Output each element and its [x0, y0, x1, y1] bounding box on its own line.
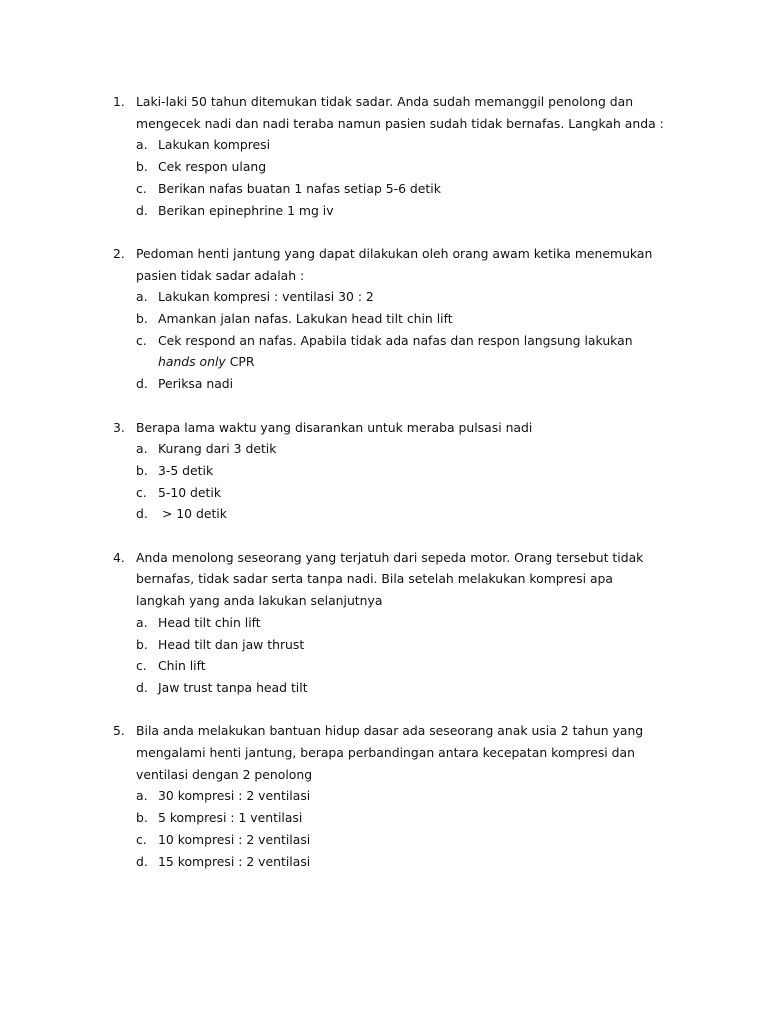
question-text: Pedoman henti jantung yang dapat dilakukan oleh orang awam ketika menemukan pasien tidak sadar adalah :	[136, 245, 653, 283]
question-number: 4.	[113, 549, 125, 565]
option-text: Kurang dari 3 detik	[158, 441, 277, 457]
option-letter: a.	[136, 137, 148, 153]
option-text: 10 kompresi : 2 ventilasi	[158, 831, 311, 847]
option-text: Berikan nafas buatan 1 nafas setiap 5-6 detik	[158, 180, 441, 196]
option-d	[0, 677, 668, 699]
option-a	[0, 612, 668, 634]
option-letter: c.	[136, 180, 147, 196]
option-text: 3-5 detik	[158, 462, 214, 478]
option-letter: d.	[136, 679, 148, 695]
option-d	[0, 503, 668, 525]
question-4	[0, 547, 768, 699]
question-sheet	[0, 91, 768, 894]
question-text: Anda menolong seseorang yang terjatuh dari sepeda motor. Orang tersebut tidak bernafas, tidak sadar serta tanpa nadi. Bila setelah melakukan kompresi apa langkah yang anda lakukan selanjutnya	[136, 549, 644, 609]
question-2	[0, 243, 768, 395]
option-a	[0, 785, 668, 807]
option-b	[0, 156, 668, 178]
question-5	[0, 720, 768, 872]
option-d	[0, 200, 668, 222]
option-letter: b.	[136, 636, 148, 652]
option-text-after: CPR	[225, 354, 255, 370]
option-text: Lakukan kompresi : ventilasi 30 : 2	[158, 289, 374, 305]
option-text: 5-10 detik	[158, 484, 222, 500]
option-text: 5 kompresi : 1 ventilasi	[158, 810, 303, 826]
option-c	[0, 482, 668, 504]
option-letter: a.	[136, 788, 148, 804]
question-stem	[0, 547, 666, 612]
option-letter: b.	[136, 311, 148, 327]
option-text: Lakukan kompresi	[158, 137, 271, 153]
question-number: 1.	[113, 94, 125, 109]
option-a	[0, 438, 668, 460]
option-letter: d.	[136, 376, 148, 392]
option-letter: b.	[136, 159, 148, 175]
question-number: 5.	[113, 723, 125, 739]
option-text: Cek respon ulang	[158, 159, 267, 175]
option-text: 15 kompresi : 2 ventilasi	[158, 853, 311, 869]
option-b	[0, 308, 668, 330]
option-c	[0, 178, 668, 200]
option-b	[0, 460, 668, 482]
option-b	[0, 807, 668, 829]
option-a	[0, 134, 668, 156]
option-text: Cek respond an nafas. Apabila tidak ada nafas dan respon langsung lakukan	[158, 332, 633, 348]
option-letter: d.	[136, 202, 148, 218]
question-3	[0, 417, 768, 526]
option-a	[0, 286, 668, 308]
option-text: Head tilt chin lift	[158, 614, 261, 630]
option-c	[0, 330, 668, 373]
option-letter: d.	[136, 506, 148, 522]
option-text: Periksa nadi	[158, 376, 234, 392]
option-c	[0, 655, 668, 677]
question-1	[0, 91, 768, 221]
option-text: Chin lift	[158, 658, 206, 674]
option-letter: a.	[136, 289, 148, 305]
option-text: Jaw trust tanpa head tilt	[158, 679, 308, 695]
option-letter: b.	[136, 462, 148, 478]
question-text: Bila anda melakukan bantuan hidup dasar ada seseorang anak usia 2 tahun yang mengalami henti jantung, berapa perbandingan antara kecepatan kompresi dan ventilasi dengan 2 penolong	[136, 723, 644, 782]
option-letter: a.	[136, 614, 148, 630]
question-number: 3.	[113, 419, 125, 435]
option-d	[0, 373, 668, 395]
question-stem	[0, 720, 666, 785]
option-letter: d.	[136, 853, 148, 869]
option-text: Berikan epinephrine 1 mg iv	[158, 202, 334, 218]
question-text: Berapa lama waktu yang disarankan untuk meraba pulsasi nadi	[136, 419, 533, 435]
question-number: 2.	[113, 245, 125, 261]
question-stem	[0, 243, 666, 286]
option-text: Amankan jalan nafas. Lakukan head tilt chin lift	[158, 311, 453, 327]
option-text: Head tilt dan jaw thrust	[158, 636, 305, 652]
option-text: 30 kompresi : 2 ventilasi	[158, 788, 311, 804]
option-text: > 10 detik	[158, 506, 227, 522]
option-b	[0, 634, 668, 656]
option-letter: c.	[136, 484, 147, 500]
option-letter: c.	[136, 658, 147, 674]
question-text: Laki-laki 50 tahun ditemukan tidak sadar. Anda sudah memanggil penolong dan mengecek nadi dan nadi teraba namun pasien sudah tidak bernafas. Langkah anda :	[136, 94, 664, 131]
option-d	[0, 851, 668, 873]
option-text-italic: hands only	[158, 354, 226, 370]
option-letter: c.	[136, 332, 147, 348]
question-stem	[0, 91, 666, 134]
question-stem	[0, 417, 666, 439]
option-c	[0, 829, 668, 851]
option-letter: c.	[136, 831, 147, 847]
option-letter: b.	[136, 810, 148, 826]
option-letter: a.	[136, 441, 148, 457]
